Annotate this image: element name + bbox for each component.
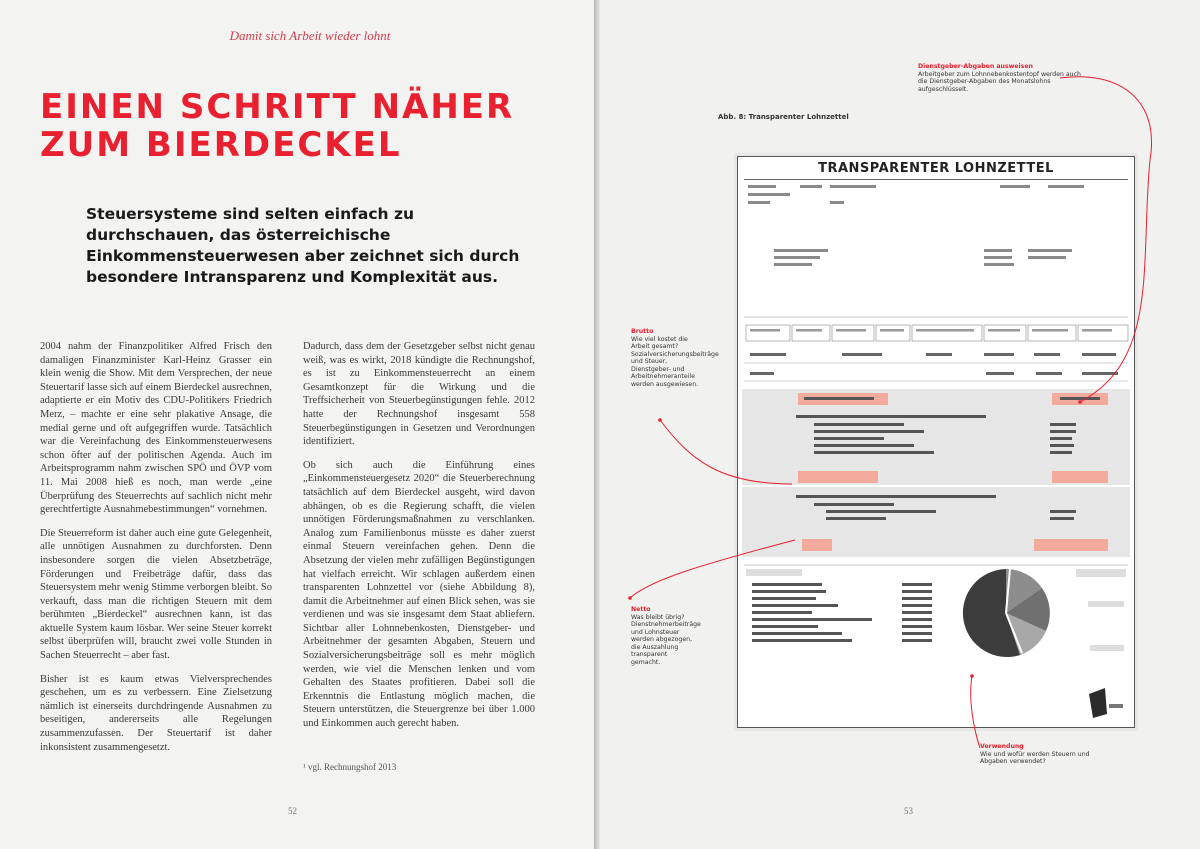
- annotation-body: Arbeitgeber zum Lohnnebenkostentopf werden auch die Dienstgeber-Abgaben des Monatslohns aufgeschlüsselt.: [918, 70, 1081, 93]
- headline-line-1: EINEN SCHRITT NÄHER: [40, 87, 515, 127]
- paragraph: Die Steuerreform ist daher auch eine gute Gelegenheit, alle unnötigen Ausnahmen zu durchforsten. Denn insbesondere sorgen die vielen Absetzbeträge, Förderungen und Freibeträge dafür, dass das Steuersystem mehr wenig Stimme verborgen bleibt. So verkauft, dass man die richtigen Steuern mit dem berühmten „Bierdeckel“ ausrechnen kann, ist das aktuelle System kaum lösbar. Wer seine Steuer korrekt selbst überprüfen will, braucht zwei volle Stunden in Sachen Steuerrecht – aber fast.: [40, 527, 272, 662]
- paragraph: 2004 nahm der Finanzpolitiker Alfred Frisch den damaligen Finanzminister Karl-Heinz Grasser ein klein wenig die Show. Mit dem Versprechen, der neue Steuertarif lasse sich auf einem Bierdeckel ausrechnen, adaptierte er ein Motiv des CDU-Politikers Friedrich Merz, – machte er eine sehr plakative Ansage, die medial gerne und oft aufgegriffen wurde. Tatsächlich war die Vereinfachung des Einkommensteuerwesens schon öfter auf der politischen Agenda. Auch im Arbeitsprogramm nahm zwischen SPÖ und ÖVP vom 11. Mai 2008 hieß es noch, man werde „eine Überprüfung des Steuerrechts auf sachlich nicht mehr gerechtfertigte Ausnahmebestimmungen“ vornehmen.: [40, 341, 272, 516]
- annotation-left-2: [631, 606, 701, 666]
- annotation-bottom: [980, 743, 1105, 766]
- paragraph: Bisher ist es kaum etwas Vielversprechendes geschehen, um es zu verbessern. Eine Zielsetzung nämlich ist einerseits durchdringende Ausnahmen zu beseitigen, andererseits alle Regelungen zusammenzufassen. Der Steuertarif ist daher inkonsistent zusammengesetzt.: [40, 673, 272, 753]
- page-number-right: 53: [904, 806, 913, 816]
- kicker: Damit sich Arbeit wieder lohnt: [229, 28, 391, 43]
- annotation-title: Verwendung: [980, 743, 1024, 750]
- annotation-body: Was bleibt übrig? Dienstnehmerbeiträge und Lohnsteuer werden abgezogen, die Auszahlung transparent gemacht.: [631, 613, 701, 666]
- annotation-top: [918, 63, 1083, 93]
- headline-line-2: ZUM BIERDECKEL: [40, 125, 402, 165]
- annotation-title: Brutto: [631, 328, 654, 335]
- annotation-title: Dienstgeber-Abgaben ausweisen: [918, 63, 1033, 70]
- payslip-title: TRANSPARENTER LOHNZETTEL: [818, 161, 1054, 176]
- annotation-body: Wie viel kostet die Arbeit gesamt? Sozialversicherungsbeiträge und Steuer, Dienstgeber- und Arbeitnehmeranteile werden ausgewiesen.: [631, 335, 719, 388]
- annotation-body: Wie und wofür werden Steuern und Abgaben verwendet?: [980, 750, 1090, 765]
- page-number-left: 52: [288, 806, 297, 816]
- figure-caption: Abb. 8: Transparenter Lohnzettel: [718, 113, 849, 121]
- paragraph: Dadurch, dass dem der Gesetzgeber selbst nicht genau weiß, was es wirkt, 2018 kündigte die Rechnungshof, es ist zu Einkommensteuerrecht an einem Gesamtkonzept für die Wirkung und die Treffsicherheit von Steuerbegünstigungen fehle. 2012 hatte der Rechnungshof insgesamt 558 Steuerbegünstigungen in Gesetzen und Verordnungen identifiziert.: [303, 341, 535, 448]
- footnote: ¹ vgl. Rechnungshof 2013: [303, 762, 397, 772]
- paragraph: Ob sich auch die Einführung eines „Einkommensteuergesetz 2020“ die Steuerberechnung tatsächlich auf dem Bierdeckel ausgeht, wird davon abhängen, ob es die Regierung schafft, die vielen unnötigen Förderungsmaßnahmen zu verschlanken. Analog zum Familienbonus müsste es daher zuerst einmal Steuern vereinfachen gehen. Denn die Absetzung der vielen mehr zufälligen Begünstigungen hat vielfach erreicht. Wir schlagen außerdem einen transparenten Lohnzettel vor (siehe Abbildung 8), damit die Arbeitnehmer auf einen Blick sehen, was sie verdienen und was sie insgesamt dem Staat abliefern. Sichtbar aller Lohnnebenkosten, Dienstgeber- und Arbeitnehmer der gesamten Abgaben, Steuern und Sozialversicherungsbeiträge soll es mehr möglich werden, wie viel die Menschen lenken und vom Gehalten des Staates profitieren. Dabei soll die Erkenntnis die Entlastung möglich machen, die Steuern unterstützen, die Steuergrenze bei über 1.000 und Einkommen auch gerecht haben.: [303, 459, 535, 730]
- lead-paragraph: Steuersysteme sind selten einfach zu durchschauen, das österreichische Einkommensteuerwesen aber zeichnet sich durch besondere Intransparenz und Komplexität aus.: [86, 205, 520, 286]
- annotation-left-1: [631, 328, 719, 388]
- annotation-title: Netto: [631, 606, 651, 613]
